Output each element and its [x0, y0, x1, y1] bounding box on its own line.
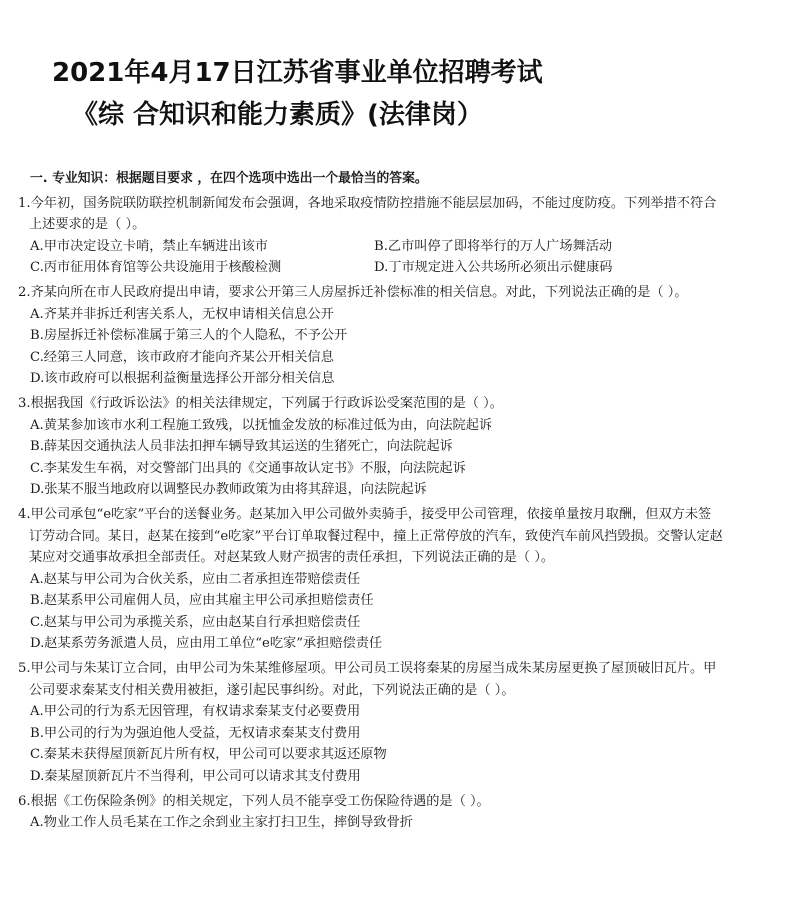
option-a: A.甲公司的行为系无因管理，有权请求秦某支付必要费用 — [30, 704, 361, 720]
option-a: A.齐某并非拆迁利害关系人，无权申请相关信息公开 — [30, 306, 334, 322]
option-c: C.赵某与甲公司为承揽关系，应由赵某自行承担赔偿责任 — [30, 614, 361, 630]
option-b: B.赵某系甲公司雇佣人员，应由其雇主甲公司承担赔偿责任 — [30, 593, 374, 609]
option-d: D.秦某屋顶新瓦片不当得利，甲公司可以请求其支付费用 — [30, 769, 361, 785]
option-a: A.黄某参加该市水利工程施工致残，以抚恤金发放的标准过低为由，向法院起诉 — [30, 417, 493, 433]
question-stem: 2.齐某向所在市人民政府提出申请，要求公开第三人房屋拆迁补偿标准的相关信息。对此，下列说法正确的是（ ）。 — [18, 284, 688, 300]
question-3 — [18, 393, 724, 501]
question-6 — [18, 791, 724, 834]
option-a: A.甲市决定设立卡哨，禁止车辆进出该市 — [30, 238, 268, 254]
exam-content — [18, 168, 724, 834]
question-stem: 5.甲公司与朱某订立合同，由甲公司为朱某维修屋项。甲公司员工误将秦某的房屋当成朱某房屋更换了屋顶破旧瓦片。甲公司要求秦某支付相关费用被拒，遂引起民事纠纷。对此，下列说法正确的是（ ）。 — [18, 661, 717, 698]
question-stem: 1.今年初，国务院联防联控机制新闻发布会强调，各地采取疫情防控措施不能层层加码，不能过度防疫。下列举措不符合上述要求的是（ ）。 — [18, 195, 717, 233]
option-d: D.张某不服当地政府以调整民办教师政策为由将其辞退，向法院起诉 — [30, 482, 427, 498]
question-stem: 3.根据我国《行政诉讼法》的相关法律规定，下列属于行政诉讼受案范围的是（ ）。 — [18, 395, 503, 411]
title-line-2: 《综 合知识和能力素质》(法律岗） — [72, 100, 483, 130]
question-1 — [18, 193, 724, 279]
question-stem: 4.甲公司承包“e吃家”平台的送餐业务。赵某加入甲公司做外卖骑手，接受甲公司管理，依接单量按月取酬，但双方未签订劳动合同。某日，赵某在接到“e吃家”平台订单取餐过程中，撞上正常停放的汽车，致使汽车前风挡毁损。交警认定赵某应对交通事故承担全部责任。对赵某致人财产损害的责任承担，下列说法正确的是（ ）。 — [18, 506, 723, 566]
option-b: B.薛某因交通执法人员非法扣押车辆导致其运送的生猪死亡，向法院起诉 — [30, 439, 453, 455]
option-list — [18, 236, 724, 279]
option-list — [18, 812, 724, 834]
option-a: A.物业工作人员毛某在工作之余到业主家打扫卫生，摔倒导致骨折 — [30, 815, 413, 831]
question-4 — [18, 504, 724, 655]
option-b: B.甲公司的行为为强迫他人受益，无权请求秦某支付费用 — [30, 725, 361, 741]
option-a: A.赵某与甲公司为合伙关系，应由二者承担连带赔偿责任 — [30, 571, 361, 587]
option-c: C.经第三人同意，该市政府才能向齐某公开相关信息 — [30, 349, 334, 365]
option-c: C.李某发生车祸，对交警部门出具的《交通事故认定书》不服，向法院起诉 — [30, 460, 466, 476]
option-d: D.该市政府可以根据利益衡量选择公开部分相关信息 — [30, 371, 335, 387]
title-line-1: 2021年4月17日江苏省事业单位招聘考试 — [52, 58, 543, 88]
question-2 — [18, 282, 724, 390]
option-list — [18, 569, 724, 655]
option-c: C.丙市征用体育馆等公共设施用于核酸检测 — [30, 260, 282, 276]
option-d: D.赵某系劳务派遣人员，应由用工单位“e吃家”承担赔偿责任 — [30, 636, 383, 652]
section-heading: 一. 专业知识：根据题目要求 ，在四个选项中选出一个最恰当的答案。 — [30, 171, 428, 186]
option-list — [18, 415, 724, 501]
option-c: C.秦某未获得屋顶新瓦片所有权，甲公司可以要求其返还原物 — [30, 747, 387, 763]
option-list — [18, 701, 724, 787]
option-d: D.丁市规定进入公共场所必须出示健康码 — [374, 260, 613, 276]
question-stem: 6.根据《工伤保险条例》的相关规定，下列人员不能享受工伤保险待遇的是（ ）。 — [18, 793, 490, 809]
option-list — [18, 304, 724, 390]
question-5 — [18, 658, 724, 788]
option-b: B.乙市叫停了即将举行的万人广场舞活动 — [374, 238, 613, 254]
document-title — [52, 52, 752, 136]
option-b: B.房屋拆迁补偿标准属于第三人的个人隐私，不予公开 — [30, 328, 348, 344]
